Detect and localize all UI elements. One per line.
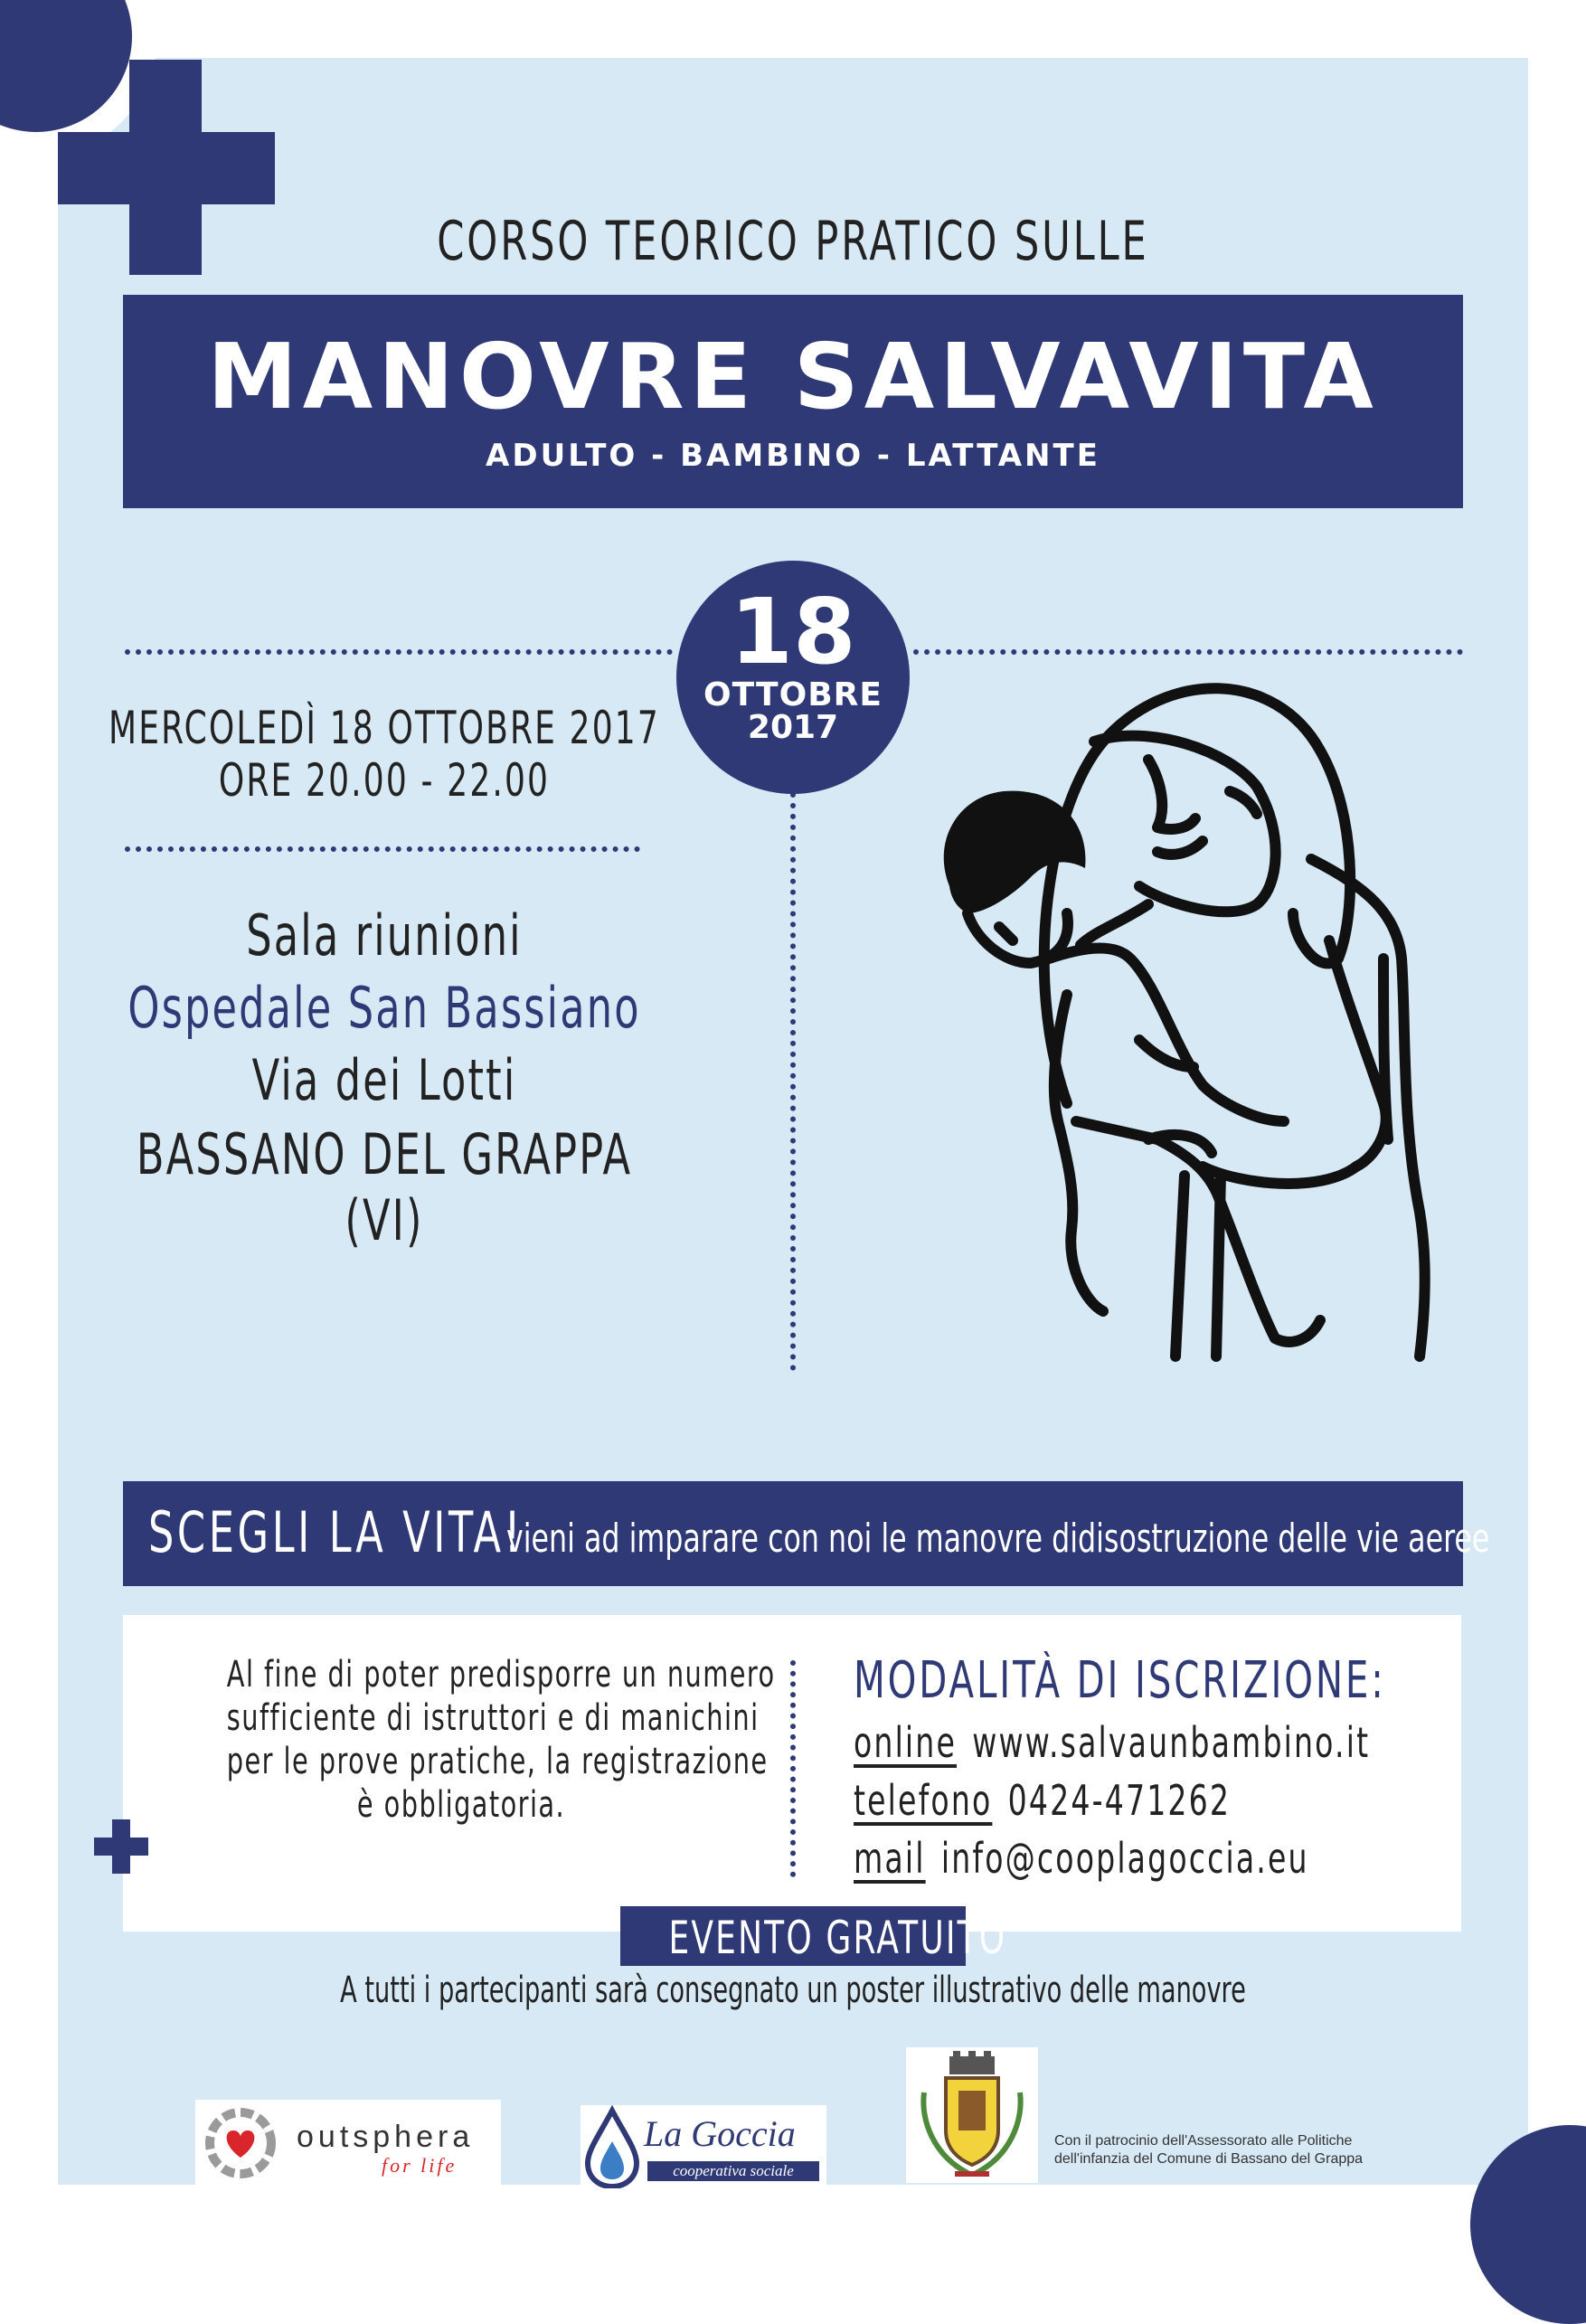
date-month: OTTOBRE: [703, 676, 883, 713]
mother-child-illustration: [931, 615, 1474, 1375]
contact-mail: [854, 1834, 1309, 1883]
venue-hospital: Ospedale San Bassiano: [127, 975, 641, 1041]
email-link[interactable]: info@cooplagoccia.eu: [940, 1834, 1309, 1883]
course-label: CORSO TEORICO PRATICO SULLE: [437, 210, 1149, 273]
venue-street: Via dei Lotti: [251, 1047, 517, 1113]
free-event-label: EVENTO GRATUITO: [668, 1912, 1007, 1964]
sponsor-name: outsphera: [297, 2120, 475, 2154]
slogan-headline: SCEGLI LA VITA!: [148, 1499, 524, 1565]
patronage-line: Con il patrocinio dell'Assessorato alle Politiche: [1054, 2133, 1353, 2149]
contact-online: [854, 1718, 1370, 1767]
sponsor-logo-lagoccia: [581, 2105, 826, 2188]
comune-coat-of-arms: [906, 2047, 1038, 2183]
registration-line: sufficiente di istruttori e di manichini: [226, 1697, 760, 1739]
venue-city: BASSANO DEL GRAPPA (VI): [136, 1121, 633, 1253]
dotted-divider-schedule: [125, 846, 640, 852]
date-year: 2017: [747, 709, 839, 746]
contact-phone: [854, 1776, 1231, 1825]
coat-of-arms-icon: [906, 2047, 1038, 2183]
heart-icon: [204, 2107, 277, 2179]
cross-icon: [94, 1819, 148, 1874]
poster-note: A tutti i partecipanti sarà consegnato un poster illustrativo delle manovre: [340, 1970, 1246, 2011]
phone-link[interactable]: 0424-471262: [1007, 1776, 1232, 1825]
schedule-time: ORE 20.00 - 22.00: [218, 754, 551, 807]
dotted-divider-vertical: [790, 792, 796, 1371]
contact-label: mail: [854, 1834, 926, 1883]
contact-label: online: [854, 1718, 957, 1767]
schedule-date: MERCOLEDÌ 18 OTTOBRE 2017: [109, 702, 660, 754]
venue-room: Sala riunioni: [246, 902, 523, 968]
sponsor-tagline: cooperativa sociale: [647, 2161, 819, 2181]
patronage-note: [1054, 2132, 1416, 2168]
contact-label: telefono: [854, 1776, 993, 1825]
page-title: MANOVRE SALVAVITA: [207, 324, 1379, 430]
registration-title: MODALITÀ DI ISCRIZIONE:: [854, 1651, 1386, 1710]
water-drop-icon: [581, 2105, 644, 2188]
registration-notice: [136, 1653, 787, 1827]
patronage-line: dell'infanzia del Comune di Bassano del Grappa: [1054, 2151, 1364, 2167]
sponsor-logo-outsphera: [195, 2100, 501, 2185]
sponsor-name: La Goccia: [644, 2113, 796, 2154]
title-subtitle: ADULTO - BAMBINO - LATTANTE: [486, 438, 1100, 474]
date-day: 18: [730, 579, 856, 685]
registration-line: Al fine di poter predisporre un numero: [226, 1654, 776, 1696]
registration-line: per le prove pratiche, la registrazione: [226, 1741, 769, 1782]
date-badge: [676, 561, 910, 794]
website-link[interactable]: www.salvaunbambino.it: [972, 1718, 1371, 1767]
slogan-text: vieni ad imparare con noi le manovre didisostruzione delle vie aeree: [506, 1516, 1490, 1562]
dotted-divider-registration: [790, 1660, 796, 1877]
dotted-divider-left: [125, 649, 673, 655]
sponsor-tagline: for life: [382, 2154, 458, 2177]
registration-line: è obbligatoria.: [356, 1784, 566, 1826]
